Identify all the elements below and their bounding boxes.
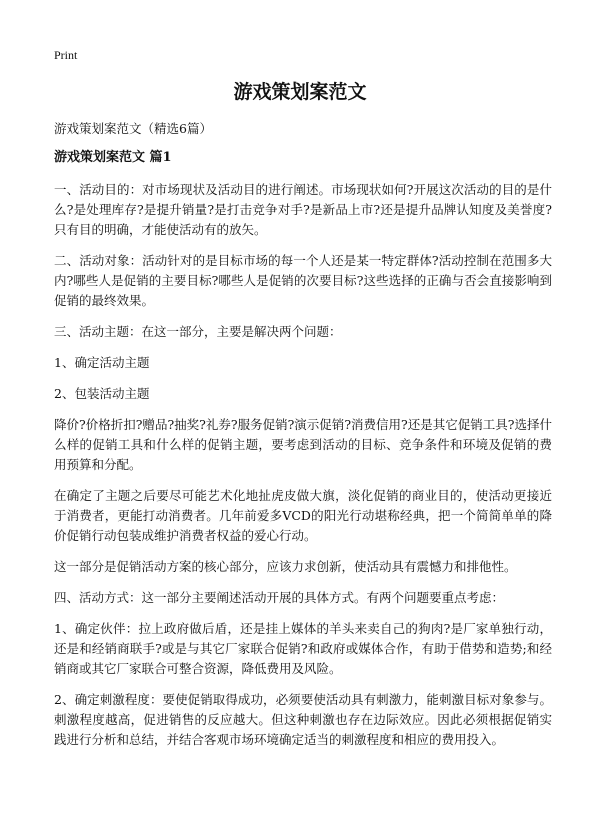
- document-body: [54, 180, 552, 761]
- paragraph-stimulus-level: 2、确定刺激程度：要使促销取得成功，必须要使活动具有刺激力，能刺激目标对象参与。刺激程度越高，促进销售的反应越大。但这种刺激也存在边际效应。因此必须根据促销实践进行分析和总结，并结合客观市场环境确定适当的刺激程度和相应的费用投入。: [54, 692, 552, 747]
- paragraph-activity-purpose: 一、活动目的：对市场现状及活动目的进行阐述。市场现状如何?开展这次活动的目的是什么?是处理库存?是提升销量?是打击竞争对手?是新品上市?还是提升品牌认知度及美誉度?只有目的明确，才能使活动有的放矢。: [54, 182, 552, 237]
- paragraph-package-theme: 2、包装活动主题: [54, 386, 150, 401]
- paragraph-activity-method: 四、活动方式：这一部分主要阐述活动开展的具体方式。有两个问题要重点考虑：: [54, 590, 505, 605]
- print-label: Print: [54, 48, 78, 62]
- paragraph-determine-partner: 1、确定伙伴：拉上政府做后盾，还是挂上媒体的羊头来卖自己的狗肉?是厂家单独行动，还是和经销商联手?或是与其它厂家联合促销?和政府或媒体合作，有助于借势和造势;和经销商或其它厂家联合可整合资源，降低费用及风险。: [54, 621, 552, 676]
- paragraph-core-section: 这一部分是促销活动方案的核心部分，应该力求创新，使活动具有震憾力和排他性。: [54, 559, 517, 574]
- section-heading: 游戏策划案范文 篇1: [54, 150, 172, 165]
- document-subtitle: 游戏策划案范文（精选6篇）: [54, 121, 212, 136]
- paragraph-promotion-tools: 降价?价格折扣?赠品?抽奖?礼券?服务促销?演示促销?消费信用?还是其它促销工具?选择什么样的促销工具和什么样的促销主题，要考虑到活动的目标、竞争条件和环境及促销的费用预算和分配。: [54, 417, 552, 472]
- paragraph-activity-theme: 三、活动主题：在这一部分，主要是解决两个问题：: [54, 324, 342, 339]
- paragraph-determine-theme: 1、确定活动主题: [54, 355, 150, 370]
- paragraph-theme-artistry: 在确定了主题之后要尽可能艺术化地扯虎皮做大旗，淡化促销的商业目的，使活动更接近于消费者，更能打动消费者。几年前爱多VCD的阳光行动堪称经典，把一个简简单单的降价促销行动包装成维护消费者权益的爱心行动。: [54, 488, 552, 543]
- document-title: 游戏策划案范文: [233, 81, 367, 103]
- paragraph-activity-target: 二、活动对象：活动针对的是目标市场的每一个人还是某一特定群体?活动控制在范围多大内?哪些人是促销的主要目标?哪些人是促销的次要目标?这些选择的正确与否会直接影响到促销的最终效果。: [54, 253, 552, 308]
